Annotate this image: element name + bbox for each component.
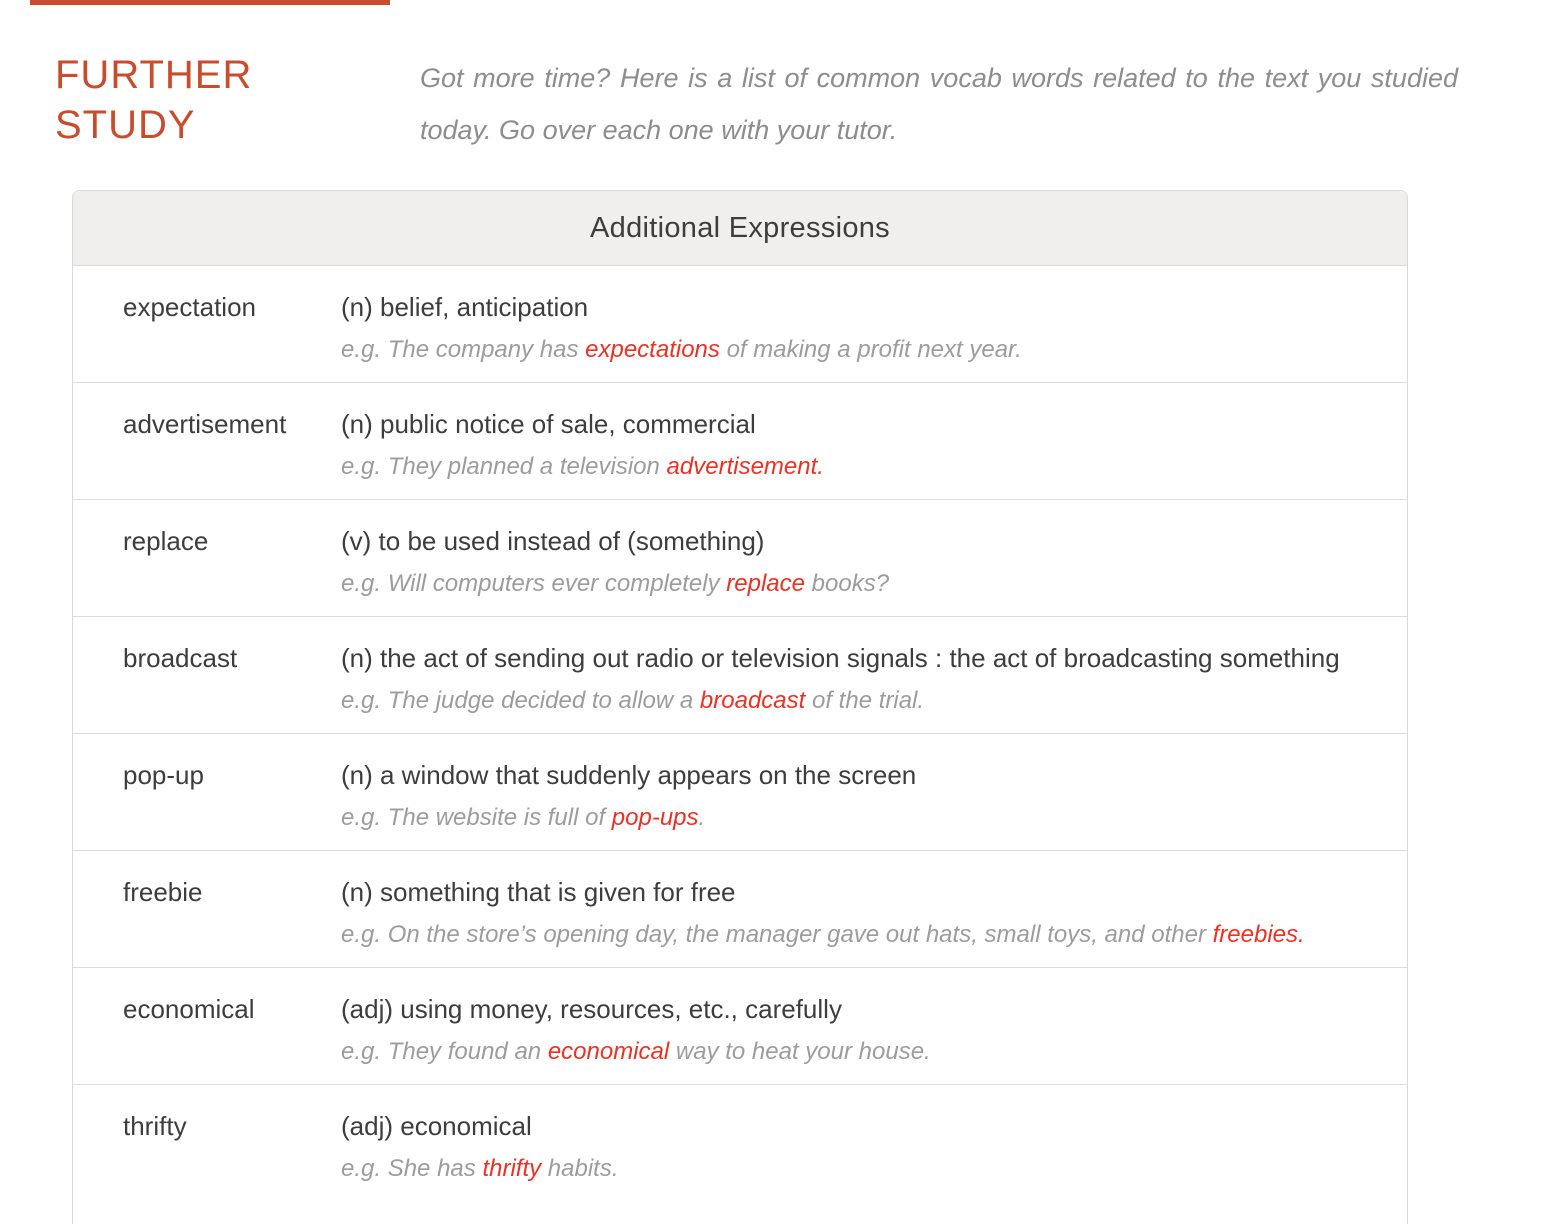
highlighted-word: advertisement. xyxy=(666,453,824,480)
example-suffix: of making a profit next year. xyxy=(719,336,1022,363)
table-body xyxy=(73,266,1407,1201)
definition-text: (v) to be used instead of (something) xyxy=(341,526,765,556)
additional-expressions-table xyxy=(72,190,1408,1224)
example-sentence xyxy=(341,449,1383,485)
highlighted-word: thrifty xyxy=(482,1155,542,1182)
example-sentence xyxy=(341,683,1383,719)
definition-text: (n) the act of sending out radio or television signals : the act of broadcasting something xyxy=(341,643,1340,673)
example-prefix: e.g. They found an xyxy=(341,1038,548,1065)
definition-column xyxy=(341,1107,1383,1187)
example-prefix: e.g. Will computers ever completely xyxy=(341,570,727,597)
section-intro: Got more time? Here is a list of common vocab words related to the text you studied today. Go over each one with your tutor. xyxy=(420,63,1458,145)
example-sentence xyxy=(341,1151,1383,1187)
table-row-partial xyxy=(73,1201,1407,1224)
example-sentence xyxy=(341,917,1383,953)
example-suffix: books? xyxy=(804,570,890,597)
table-title: Additional Expressions xyxy=(73,191,1407,266)
example-suffix: way to heat your house. xyxy=(669,1038,931,1065)
section-title-line-1: FURTHER xyxy=(55,53,253,97)
definition-column xyxy=(341,639,1383,719)
vocab-word: advertisement xyxy=(123,409,287,439)
example-suffix: of the trial. xyxy=(805,687,925,714)
definition-column xyxy=(341,873,1383,953)
table-row xyxy=(73,617,1407,734)
table-row xyxy=(73,734,1407,851)
definition-column xyxy=(341,522,1383,602)
example-prefix: e.g. On the store’s opening day, the manager gave out hats, small toys, and other xyxy=(341,921,1213,948)
example-sentence xyxy=(341,800,1383,836)
example-sentence xyxy=(341,566,1383,602)
table-row xyxy=(73,851,1407,968)
table-row xyxy=(73,266,1407,383)
table-row xyxy=(73,968,1407,1085)
vocab-word: replace xyxy=(123,526,209,556)
definition-text: (n) belief, anticipation xyxy=(341,292,589,322)
section-accent-bar xyxy=(30,0,390,5)
highlighted-word: expectations xyxy=(585,336,720,363)
section-title-line-2: STUDY xyxy=(55,103,196,147)
example-prefix: e.g. The website is full of xyxy=(341,804,612,831)
example-prefix: e.g. She has xyxy=(341,1155,483,1182)
highlighted-word: freebies. xyxy=(1212,921,1305,948)
definition-column xyxy=(341,405,1383,485)
example-prefix: e.g. The judge decided to allow a xyxy=(341,687,700,714)
example-prefix: e.g. They planned a television xyxy=(341,453,667,480)
definition-text: (adj) economical xyxy=(341,1111,532,1141)
definition-text: (n) a window that suddenly appears on the screen xyxy=(341,760,917,790)
vocab-word: freebie xyxy=(123,877,203,907)
vocab-word: broadcast xyxy=(123,643,238,673)
section-title xyxy=(55,50,252,150)
example-sentence xyxy=(341,332,1383,368)
vocab-word: thrifty xyxy=(123,1111,187,1141)
example-sentence xyxy=(341,1034,1383,1070)
highlighted-word: economical xyxy=(547,1038,670,1065)
example-prefix: e.g. The company has xyxy=(341,336,586,363)
definition-text: (n) public notice of sale, commercial xyxy=(341,409,756,439)
definition-column xyxy=(341,756,1383,836)
definition-column xyxy=(341,990,1383,1070)
highlighted-word: replace xyxy=(726,570,805,597)
definition-text: (adj) using money, resources, etc., carefully xyxy=(341,994,842,1024)
vocab-word: economical xyxy=(123,994,255,1024)
table-row xyxy=(73,1085,1407,1201)
table-row xyxy=(73,383,1407,500)
example-suffix: . xyxy=(698,804,706,831)
vocab-word: pop-up xyxy=(123,760,204,790)
vocab-word: expectation xyxy=(123,292,256,322)
highlighted-word: broadcast xyxy=(699,687,806,714)
highlighted-word: pop-ups xyxy=(611,804,699,831)
example-suffix: habits. xyxy=(541,1155,619,1182)
definition-text: (n) something that is given for free xyxy=(341,877,736,907)
table-row xyxy=(73,500,1407,617)
definition-column xyxy=(341,288,1383,368)
